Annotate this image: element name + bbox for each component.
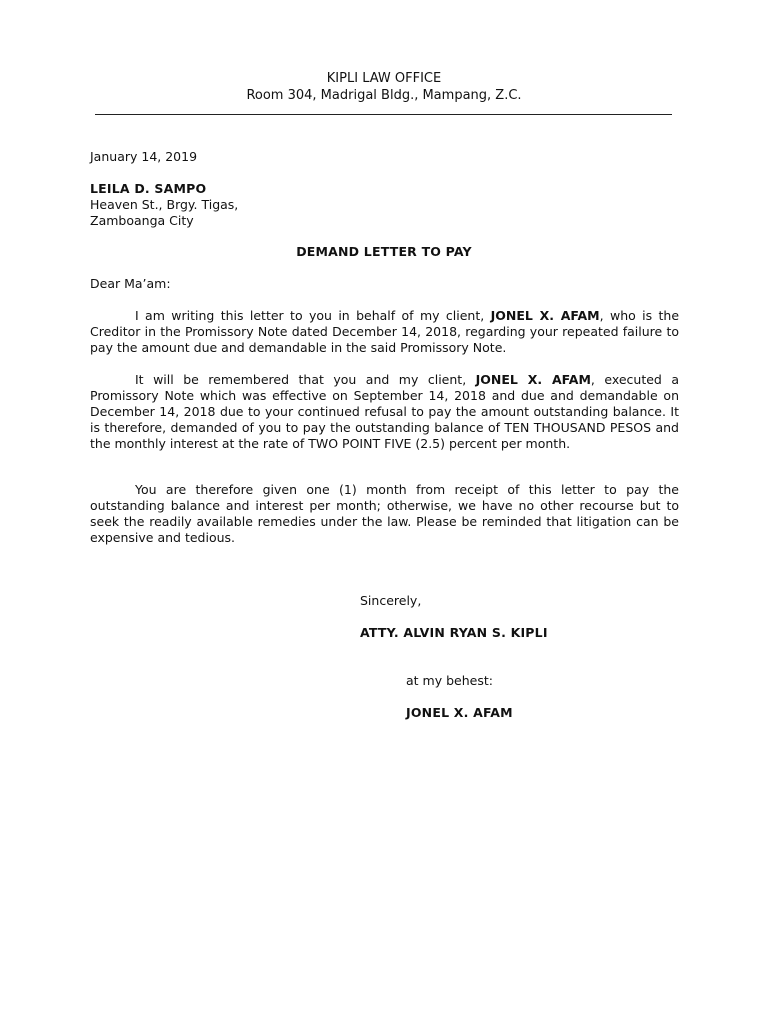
body-paragraph-2 (90, 372, 679, 452)
recipient-street: Heaven St., Brgy. Tigas, (90, 197, 239, 212)
body-paragraph-3: You are therefore given one (1) month from receipt of this letter to pay the outstanding balance and interest per month; otherwise, we have no other recourse but to seek the readily available remedies under the law. Please be reminded that litigation can be expensive and tedious. (90, 482, 679, 545)
p2-text-a: It will be remembered that you and my client, (135, 372, 476, 387)
office-name: KIPLI LAW OFFICE (326, 71, 442, 86)
office-address: Room 304, Madrigal Bldg., Mampang, Z.C. (246, 88, 522, 103)
p1-client-name: JONEL X. AFAM (490, 308, 600, 323)
closing-sincerely: Sincerely, (360, 593, 422, 608)
p2-text-b: , executed a Promissory Note which was effective on September 14, 2018 and due and demandable on December 14, 2018 due to your continued refusal to pay the amount outstanding balance. It is therefore, demanded of you to pay the outstanding balance of TEN THOUSAND PESOS and the monthly interest at the rate of TWO POINT FIVE (2.5) percent per month. (90, 372, 679, 451)
recipient-name: LEILA D. SAMPO (90, 181, 207, 196)
letterhead-divider (95, 114, 672, 115)
salutation: Dear Ma’am: (90, 276, 171, 291)
client-signature-name: JONEL X. AFAM (406, 705, 513, 720)
recipient-block (90, 181, 679, 229)
body-paragraph-1 (90, 308, 679, 356)
letterhead (0, 70, 768, 104)
behest-label: at my behest: (406, 673, 493, 688)
p2-client-name: JONEL X. AFAM (475, 372, 591, 387)
letter-subject: DEMAND LETTER TO PAY (296, 244, 472, 259)
letter-date: January 14, 2019 (90, 149, 198, 164)
recipient-city: Zamboanga City (90, 213, 194, 228)
p1-text-a: I am writing this letter to you in behalf of my client, (135, 308, 491, 323)
p1-text-b: , who is the Creditor in the Promissory Note dated December 14, 2018, regarding your repeated failure to pay the amount due and demandable in the said Promissory Note. (90, 308, 680, 355)
signatory-name: ATTY. ALVIN RYAN S. KIPLI (360, 625, 548, 640)
